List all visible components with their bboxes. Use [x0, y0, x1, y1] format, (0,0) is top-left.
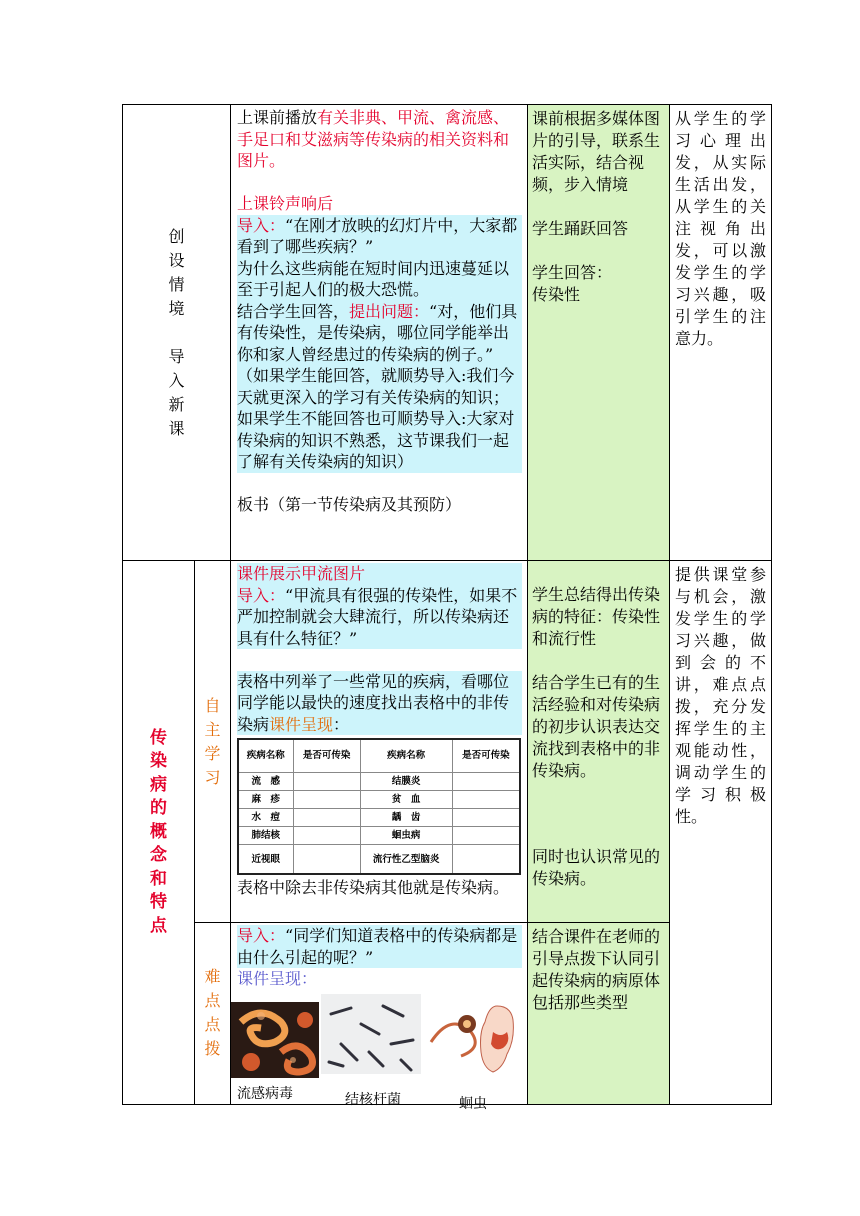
- show-text: 课件展示甲流图片: [237, 563, 522, 585]
- title-char: 导: [168, 346, 185, 366]
- blank-cell: [452, 809, 520, 827]
- title-char: 点: [204, 991, 221, 1011]
- blank-cell: [293, 827, 360, 845]
- student-step-3: 同时也认识常见的传染病。: [532, 847, 661, 888]
- title-char: 课: [168, 418, 185, 438]
- title-char: 点: [204, 1015, 221, 1035]
- header-disease-name: 疾病名称: [360, 739, 452, 773]
- blank-cell: [452, 845, 520, 875]
- disease-cell: 麻 疹: [238, 791, 293, 809]
- disease-cell: 龋 齿: [360, 809, 452, 827]
- pre-class-paragraph: 上课前播放有关非典、甲流、禽流感、手足口和艾滋病等传染病的相关资料和图片。: [237, 108, 510, 170]
- title-char: 创: [168, 226, 185, 246]
- title-char: 学: [204, 743, 221, 763]
- title-char: 点: [150, 915, 167, 936]
- disease-table: [237, 738, 521, 875]
- section-intro-row: [123, 105, 772, 561]
- table-row: [238, 791, 520, 809]
- teacher-activity-difficulty: [231, 923, 528, 1112]
- title-char: 习: [204, 767, 221, 787]
- disease-cell: 流 感: [238, 773, 293, 791]
- design-intent-intro: 从学生的学习心理出发，从实际生活出发，从学生的关注视角出发，可以激发学生的学习兴趣，吸引学生的注意力。: [670, 105, 772, 561]
- blank-cell: [293, 809, 360, 827]
- title-char: 情: [168, 274, 185, 294]
- table-row: [238, 827, 520, 845]
- blank-cell: [293, 773, 360, 791]
- table-conclusion: 表格中除去非传染病其他就是传染病。: [237, 878, 510, 897]
- title-char: 特: [150, 892, 167, 912]
- student-step-2: 学生踊跃回答: [532, 219, 629, 238]
- disease-cell: 流行性乙型脑炎: [360, 845, 452, 875]
- disease-cell: 水 痘: [238, 809, 293, 827]
- intro-question-3: 导入：“同学们知道表格中的传染病都是由什么引起的呢？”: [237, 925, 522, 968]
- tb-bacillus-image: [321, 994, 421, 1074]
- student-activity-difficulty: 结合课件在老师的引导点拨下认同引起传染病的病原体包括那些类型: [528, 923, 670, 1105]
- teacher-activity-intro: [231, 105, 528, 561]
- header-contagious: 是否可传染: [293, 739, 360, 773]
- caption-influenza: 流感病毒: [237, 1085, 293, 1102]
- title-char: 概: [150, 821, 167, 842]
- lesson-plan-table: [122, 104, 772, 1112]
- caption-roundworm: 蛔虫: [459, 1095, 487, 1112]
- board-text: 板书（第一节传染病及其预防）: [237, 495, 462, 514]
- title-char: 的: [150, 798, 167, 818]
- title-char: 拨: [204, 1039, 221, 1059]
- influenza-virus-image: [231, 1002, 319, 1078]
- roundworm-image: [427, 992, 527, 1082]
- courseware-show: 课件呈现：: [237, 969, 318, 988]
- disease-cell: 结膜炎: [360, 773, 452, 791]
- table-instruction: 表格中列举了一些常见的疾病，看哪位同学能以最快的速度找出表格中的非传染病课件呈现：: [237, 671, 522, 736]
- why-paragraph: 为什么这些病能在短时间内迅速蔓延以至于引起人们的极大恐慌。: [237, 258, 522, 301]
- subsection-difficulty: [195, 923, 231, 1105]
- design-intent-concept: 提供课堂参与机会，激发学生的学习兴趣，做到会的不讲，难点点拨，充分发挥学生的主观能动性，调动学生的学习积极性。: [670, 561, 772, 1105]
- section-concept-row-1: [123, 561, 772, 923]
- teacher-activity-self-study: [231, 561, 528, 923]
- subsection-self-study: [195, 561, 231, 923]
- bell-text: 上课铃声响后: [237, 194, 334, 213]
- title-char: 染: [150, 751, 167, 771]
- blank-cell: [293, 791, 360, 809]
- section-title-intro: [123, 105, 231, 561]
- title-char: 病: [150, 774, 167, 795]
- title-char: 入: [168, 370, 185, 390]
- paren-paragraph: （如果学生能回答，就顺势导入:我们今天就更深入的学习有关传染病的知识；如果学生不能回答也可顺势导入:大家对传染病的知识不熟悉，这节课我们一起了解有关传染病的知识）: [237, 365, 522, 473]
- header-contagious: 是否可传染: [452, 739, 520, 773]
- student-step-3-label: 学生回答：: [532, 263, 613, 282]
- blank-cell: [293, 845, 360, 875]
- blank-cell: [452, 827, 520, 845]
- title-char: 念: [150, 845, 167, 865]
- title-char: [167, 321, 187, 345]
- disease-cell: 肺结核: [238, 827, 293, 845]
- intro-question-2: 导入：“甲流具有很强的传染性，如果不严加控制就会大肆流行，所以传染病还具有什么特征？”: [237, 585, 522, 650]
- title-char: 境: [168, 298, 185, 318]
- disease-cell: 蛔虫病: [360, 827, 452, 845]
- student-activity-self-study: [528, 561, 670, 923]
- title-char: 设: [168, 250, 185, 270]
- student-step-3-answer: 传染性: [532, 285, 581, 304]
- table-row: [238, 773, 520, 791]
- table-row: [238, 845, 520, 875]
- title-char: 和: [150, 868, 167, 889]
- blank-cell: [452, 791, 520, 809]
- student-activity-intro: [528, 105, 670, 561]
- combine-paragraph: 结合学生回答，提出问题：“对，他们具有传染性，是传染病，哪位同学能举出你和家人曾经患过的传染病的例子。”: [237, 301, 522, 366]
- caption-tb: 结核杆菌: [345, 1091, 401, 1108]
- title-char: 难: [204, 967, 221, 987]
- section-title-concept: [123, 561, 195, 1105]
- pathogen-images: [237, 994, 522, 1112]
- intro-question: 导入：“在刚才放映的幻灯片中，大家都看到了哪些疾病？”: [237, 215, 522, 258]
- student-step-1: 课前根据多媒体图片的引导，联系生活实际，结合视频，步入情境: [532, 109, 661, 194]
- header-disease-name: 疾病名称: [238, 739, 293, 773]
- disease-cell: 近视眼: [238, 845, 293, 875]
- title-char: 新: [168, 394, 185, 414]
- table-row: [238, 809, 520, 827]
- title-char: 主: [204, 719, 221, 739]
- student-step-2: 结合学生已有的生活经验和对传染病的初步认识表达交流找到表格中的非传染病。: [532, 673, 661, 780]
- disease-cell: 贫 血: [360, 791, 452, 809]
- title-char: 自: [204, 695, 221, 715]
- title-char: 传: [150, 727, 167, 748]
- student-step-1: 学生总结得出传染病的特征：传染性和流行性: [532, 585, 661, 648]
- blank-cell: [452, 773, 520, 791]
- disease-table-header: [238, 739, 520, 773]
